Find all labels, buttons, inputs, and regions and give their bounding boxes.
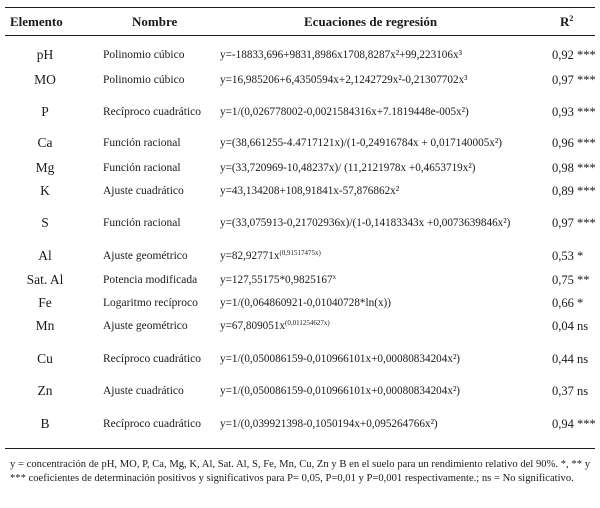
cell-ecuacion [220, 180, 545, 202]
cell-elemento-text: B [40, 416, 50, 431]
cell-r2 [552, 340, 600, 378]
cell-ecuacion-text: y=1/(0,064860921-0,01040728*ln(x)) [220, 296, 391, 309]
cell-ecuacion [220, 340, 545, 378]
cell-nombre [103, 204, 215, 242]
header-r2 [560, 14, 573, 30]
cell-ecuacion [220, 204, 545, 242]
cell-elemento [0, 132, 90, 154]
cell-nombre-text: Logaritmo recíproco [103, 296, 198, 309]
cell-ecuacion-text: y=1/(0,050086159-0,010966101x+0,00080834204x²) [220, 352, 461, 365]
cell-nombre [103, 245, 215, 267]
cell-ecuacion-text: y=127,55175*0,9825167 [220, 273, 333, 286]
cell-ecuacion-exponent: (0,91517475x) [279, 248, 321, 257]
cell-ecuacion-text: y=(33,075913-0,21702936x)/(1-0,14183343x +0,0073639846x²) [220, 216, 511, 229]
cell-ecuacion [220, 245, 545, 267]
cell-r2-text: 0,94 *** [552, 416, 596, 431]
cell-nombre-text: Ajuste geométrico [103, 249, 188, 262]
cell-ecuacion-text: y=(33,720969-10,48237x)/ (11,2121978x +0,4653719x²) [220, 161, 476, 174]
cell-ecuacion-text: y=1/(0,050086159-0,010966101x+0,00080834204x²) [220, 384, 461, 397]
cell-r2 [552, 132, 600, 154]
cell-elemento [0, 157, 90, 179]
cell-ecuacion [220, 44, 545, 66]
cell-r2-text: 0,93 *** [552, 104, 596, 119]
header-nombre: Nombre [132, 14, 178, 29]
cell-elemento-text: Al [38, 248, 52, 263]
cell-nombre [103, 380, 215, 402]
cell-elemento [0, 180, 90, 202]
cell-elemento [0, 292, 90, 314]
cell-elemento [0, 315, 90, 337]
table-row [0, 180, 600, 202]
cell-ecuacion-text: y=(38,661255-4.4717121x)/(1-0,24916784x + 0,017140005x²) [220, 136, 502, 149]
cell-nombre [103, 157, 215, 179]
cell-r2-text: 0,75 ** [552, 272, 590, 287]
cell-r2 [552, 292, 600, 314]
cell-elemento [0, 340, 90, 378]
cell-nombre-text: Polinomio cúbico [103, 73, 185, 86]
cell-r2-text: 0,44 ns [552, 351, 589, 366]
cell-ecuacion [220, 405, 545, 443]
cell-r2-text: 0,66 * [552, 295, 584, 310]
cell-r2-text: 0,97 *** [552, 215, 596, 230]
table-row [0, 157, 600, 179]
cell-r2 [552, 380, 600, 402]
table-bottom-rule [5, 448, 595, 449]
cell-elemento-text: Cu [37, 351, 53, 366]
cell-nombre [103, 269, 215, 291]
cell-r2-text: 0,97 *** [552, 72, 596, 87]
cell-r2 [552, 93, 600, 131]
cell-nombre-text: Ajuste cuadrático [103, 184, 184, 197]
table-footnote: y = concentración de pH, MO, P, Ca, Mg, K, Al, Sat. Al, S, Fe, Mn, Cu, Zn y B en el suelo para un rendimiento relativo del 90%. *, ** y *** coeficientes de determinación positivos y significativos para P= 0,05, P=0,01 y P=0,001 respectivamente.; ns = No significativo. [10, 459, 590, 484]
cell-nombre [103, 44, 215, 66]
cell-ecuacion-wrap [220, 273, 336, 288]
cell-nombre-text: Ajuste geométrico [103, 319, 188, 332]
cell-r2-text: 0,96 *** [552, 135, 596, 150]
cell-elemento [0, 44, 90, 66]
table-row [0, 340, 600, 378]
cell-r2 [552, 315, 600, 337]
cell-r2-text: 0,53 * [552, 248, 584, 263]
cell-ecuacion [220, 380, 545, 402]
cell-r2-text: 0,92 *** [552, 47, 596, 62]
cell-r2-text: 0,04 ns [552, 318, 589, 333]
cell-elemento [0, 204, 90, 242]
cell-nombre [103, 93, 215, 131]
cell-ecuacion [220, 269, 545, 291]
cell-ecuacion [220, 292, 545, 314]
cell-nombre-text: Función racional [103, 216, 181, 229]
cell-nombre [103, 340, 215, 378]
cell-nombre [103, 405, 215, 443]
header-ecuaciones: Ecuaciones de regresión [304, 14, 438, 29]
table-row [0, 44, 600, 66]
table-row [0, 269, 600, 291]
table-row [0, 292, 600, 314]
cell-ecuacion [220, 93, 545, 131]
cell-ecuacion [220, 315, 545, 337]
cell-nombre [103, 315, 215, 337]
cell-r2 [552, 69, 600, 91]
cell-elemento [0, 269, 90, 291]
cell-ecuacion-text: y=82,92771x [220, 249, 280, 262]
cell-ecuacion-wrap [220, 249, 321, 264]
cell-elemento [0, 93, 90, 131]
cell-nombre [103, 69, 215, 91]
cell-elemento-text: K [40, 183, 50, 198]
table-top-rule [5, 7, 595, 8]
cell-elemento-text: Ca [37, 135, 53, 150]
cell-nombre [103, 292, 215, 314]
cell-ecuacion-text: y=-18833,696+9831,8986x1708,8287x²+99,223106x³ [220, 48, 462, 61]
cell-r2 [552, 157, 600, 179]
header-bottom-rule [5, 35, 595, 36]
cell-ecuacion-wrap [220, 319, 330, 334]
cell-elemento-text: Mn [35, 318, 55, 333]
cell-nombre-text: Función racional [103, 161, 181, 174]
table-row [0, 132, 600, 154]
cell-ecuacion-exponent: (0,011254627x) [285, 318, 330, 327]
cell-nombre-text: Recíproco cuadrático [103, 352, 202, 365]
cell-ecuacion [220, 157, 545, 179]
cell-elemento-text: Sat. Al [26, 272, 64, 287]
cell-r2 [552, 204, 600, 242]
cell-r2 [552, 245, 600, 267]
cell-nombre-text: Ajuste cuadrático [103, 384, 184, 397]
header-r2-base: R [560, 14, 570, 29]
cell-r2 [552, 180, 600, 202]
cell-ecuacion-exponent: x [332, 272, 337, 281]
cell-r2-text: 0,37 ns [552, 383, 589, 398]
cell-elemento-text: S [41, 215, 49, 230]
cell-r2-text: 0,89 *** [552, 183, 596, 198]
cell-r2 [552, 44, 600, 66]
header-r2-sup: 2 [569, 14, 574, 23]
table-row [0, 93, 600, 131]
cell-nombre [103, 180, 215, 202]
cell-ecuacion-text: y=16,985206+6,4350594x+2,1242729x²-0,21307702x³ [220, 73, 468, 86]
cell-ecuacion-text: y=1/(0,039921398-0,1050194x+0,095264766x²) [220, 417, 438, 430]
cell-nombre-text: Recíproco cuadrático [103, 105, 202, 118]
cell-elemento-text: MO [34, 72, 56, 87]
cell-ecuacion-text: y=43,134208+108,91841x-57,876862x² [220, 184, 400, 197]
cell-nombre-text: Recíproco cuadrático [103, 417, 202, 430]
cell-elemento [0, 69, 90, 91]
cell-nombre-text: Función racional [103, 136, 181, 149]
cell-elemento [0, 245, 90, 267]
cell-elemento-text: Mg [35, 160, 55, 175]
cell-r2-text: 0,98 *** [552, 160, 596, 175]
header-elemento: Elemento [10, 14, 63, 29]
table-row [0, 405, 600, 443]
cell-ecuacion [220, 132, 545, 154]
cell-elemento-text: P [41, 104, 49, 119]
cell-nombre-text: Potencia modificada [103, 273, 198, 286]
cell-elemento-text: pH [36, 47, 54, 62]
cell-ecuacion-text: y=67,809051x [220, 319, 286, 332]
cell-elemento [0, 405, 90, 443]
cell-elemento [0, 380, 90, 402]
cell-r2 [552, 405, 600, 443]
cell-nombre-text: Polinomio cúbico [103, 48, 185, 61]
cell-elemento-text: Fe [38, 295, 52, 310]
cell-nombre [103, 132, 215, 154]
table-row [0, 315, 600, 337]
table-row [0, 380, 600, 402]
cell-ecuacion [220, 69, 545, 91]
cell-ecuacion-text: y=1/(0,026778002-0,0021584316x+7.1819448e-005x²) [220, 105, 469, 118]
cell-r2 [552, 269, 600, 291]
table-row [0, 245, 600, 267]
table-row [0, 204, 600, 242]
table-row [0, 69, 600, 91]
cell-elemento-text: Zn [37, 383, 53, 398]
